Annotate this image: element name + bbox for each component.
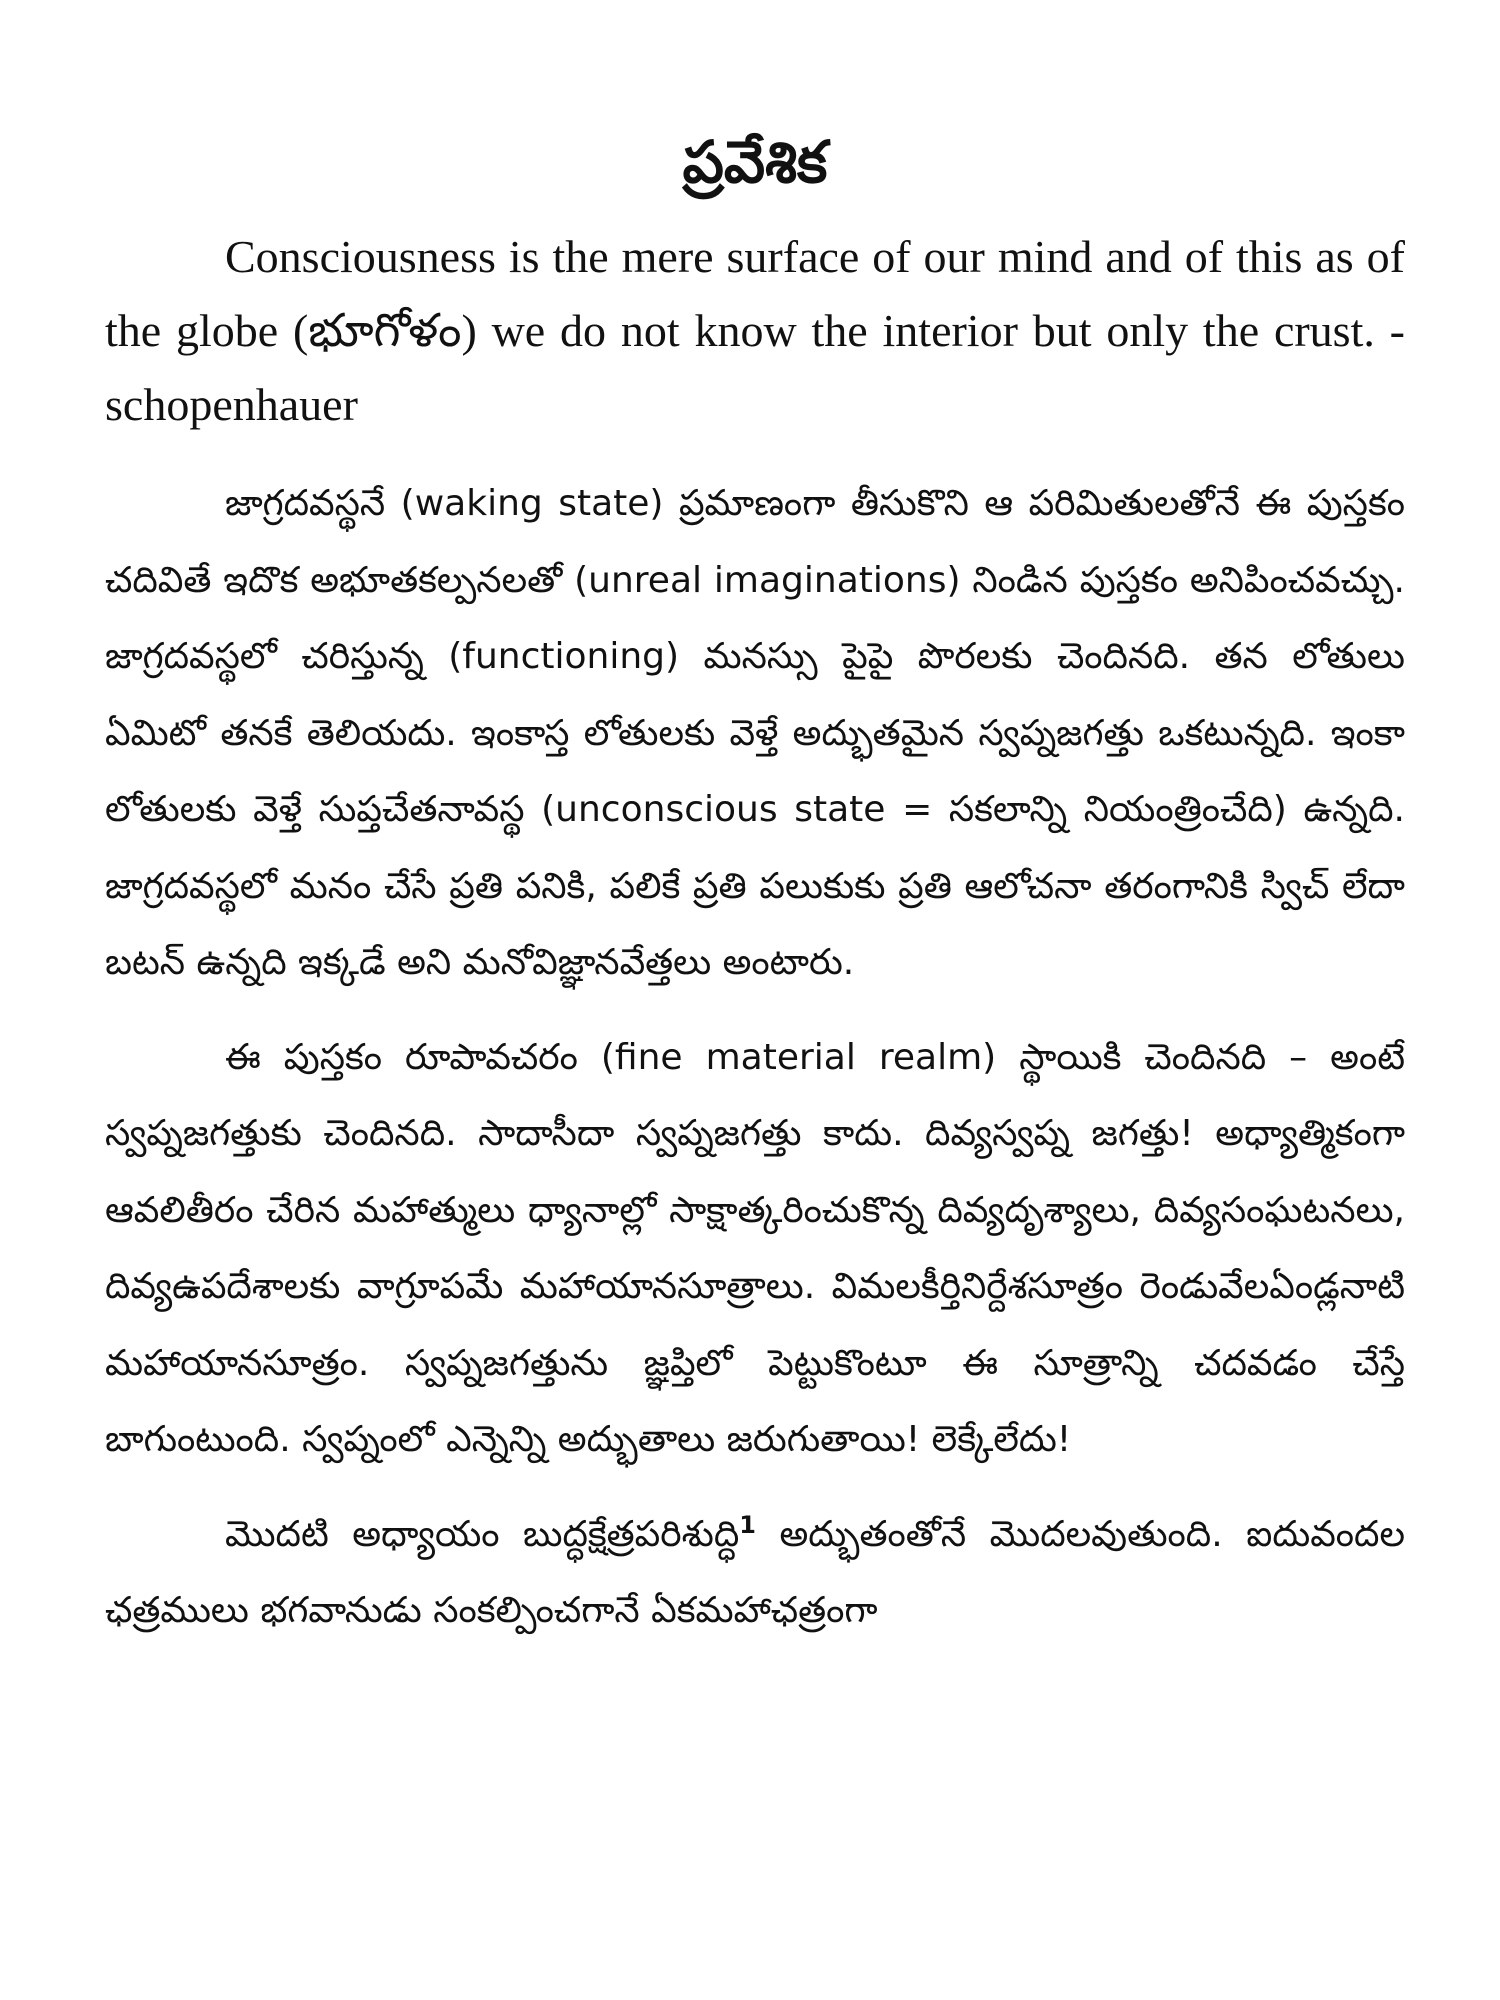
paragraph-text-start: మొదటి అధ్యాయం బుద్ధక్షేత్రపరిశుద్ధి	[225, 1513, 740, 1555]
paragraph-text-end: అద్భుతంతోనే మొదలవుతుంది. ఐదువందల ఛత్రములు భగవానుడు సంకల్పించగానే ఏకమహాఛత్రంగా	[105, 1513, 1405, 1631]
body-paragraph-first-chapter	[105, 1497, 1405, 1650]
page-title: ప్రవేశిక	[682, 128, 828, 196]
body-paragraph-waking-state: జాగ్రదవస్థనే (waking state) ప్రమాణంగా తీసుకొని ఆ పరిమితులతోనే ఈ పుస్తకం చదివితే ఇదొక అభూతకల్పనలతో (unreal imaginations) నిండిన పుస్తకం అనిపించవచ్చు. జాగ్రదవస్థలో చరిస్తున్న (functioning) మనస్సు పైపై పొరలకు చెందినది. తన లోతులు ఏమిటో తనకే తెలియదు. ఇంకాస్త లోతులకు వెళ్తే అద్భుతమైన స్వప్నజగత్తు ఒకటున్నది. ఇంకా లోతులకు వెళ్తే సుప్తచేతనావస్థ (unconscious state = సకలాన్ని నియంత్రించేది) ఉన్నది. జాగ్రదవస్థలో మనం చేసే ప్రతి పనికి, పలికే ప్రతి పలుకుకు ప్రతి ఆలోచనా తరంగానికి స్విచ్ లేదా బటన్ ఉన్నది ఇక్కడే అని మనోవిజ్ఞానవేత్తలు అంటారు.	[105, 483, 1405, 983]
epigraph-paragraph: Consciousness is the mere surface of our mind and of this as of the globe (భూగోళం) we do not know the interior but only the crust. -schopenhauer	[105, 231, 1405, 430]
body-paragraph-fine-material-realm: ఈ పుస్తకం రూపావచరం (fine material realm) స్థాయికి చెందినది – అంటే స్వప్నజగత్తుకు చెందినది. సాదాసీదా స్వప్నజగత్తు కాదు. దివ్యస్వప్న జగత్తు! అధ్యాత్మికంగా ఆవలితీరం చేరిన మహాత్ములు ధ్యానాల్లో సాక్షాత్కరించుకొన్న దివ్యదృశ్యాలు, దివ్యసంఘటనలు, దివ్యఉపదేశాలకు వాగ్రూపమే మహాయానసూత్రాలు. విమలకీర్తినిర్దేశసూత్రం రెండువేలఏండ్లనాటి మహాయానసూత్రం. స్వప్నజగత్తును జ్ఞప్తిలో పెట్టుకొంటూ ఈ సూత్రాన్ని చదవడం చేస్తే బాగుంటుంది. స్వప్నంలో ఎన్నెన్ని అద్భుతాలు జరుగుతాయి! లెక్కేలేదు!	[105, 1036, 1405, 1460]
footnote-marker[interactable]: 1	[739, 1510, 756, 1539]
